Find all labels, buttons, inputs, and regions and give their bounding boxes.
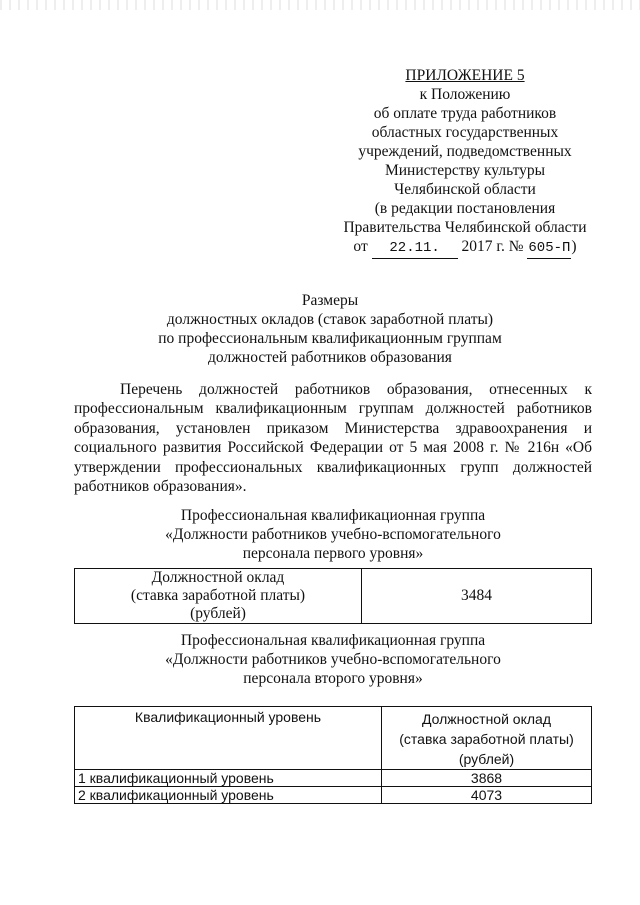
header-line: (рублей) xyxy=(458,751,515,767)
header-line: (ставка заработной платы) xyxy=(399,731,574,747)
value-cell: 4073 xyxy=(382,787,592,804)
year-label: 2017 г. № xyxy=(461,238,524,255)
appendix-line: об оплате труда работников xyxy=(373,105,557,122)
salary-label-line: (рублей) xyxy=(190,605,246,622)
appendix-line: Министерству культуры xyxy=(384,162,546,179)
closing-paren: ) xyxy=(571,238,577,255)
salary-label-cell xyxy=(75,569,362,624)
header-line: Должностной оклад xyxy=(421,711,551,727)
table-header-row xyxy=(75,707,592,770)
group-title-line: Профессиональная квалификационная группа xyxy=(180,507,486,524)
salary-label-line: (ставка заработной платы) xyxy=(130,587,306,604)
appendix-line: к Положению xyxy=(419,86,511,103)
intro-paragraph: Перечень должностей работников образования, отнесенных к профессиональным квалификационным группам должностей работников образования, установлен приказом Министерства здравоохранения и социального развития Российской Федерации от 5 мая 2008 г. № 216н «Об утверждении профессиональных квалификационных групп должностей работников образования». xyxy=(74,381,592,496)
appendix-block xyxy=(330,66,600,259)
table-row xyxy=(75,569,592,624)
appendix-line: Правительства Челябинской области xyxy=(343,219,587,236)
document-heading xyxy=(60,291,600,367)
appendix-line: Челябинской области xyxy=(394,181,536,198)
appendix-line: учреждений, подведомственных xyxy=(358,143,572,160)
resolution-date-line xyxy=(330,237,600,259)
group-2-title xyxy=(74,631,592,688)
group-title-line: «Должности работников учебно-вспомогательного xyxy=(165,526,501,543)
appendix-title: ПРИЛОЖЕНИЕ 5 xyxy=(405,67,525,84)
col-header-salary xyxy=(382,707,592,770)
scan-artifact xyxy=(0,0,640,10)
value-cell: 3868 xyxy=(382,770,592,787)
heading-line: должностей работников образования xyxy=(208,349,452,366)
heading-line: по профессиональным квалификационным группам xyxy=(158,330,502,347)
group-1-table xyxy=(74,568,592,624)
resolution-date: 22.11. xyxy=(372,239,458,259)
heading-line: Размеры xyxy=(301,292,359,309)
salary-value-cell: 3484 xyxy=(362,569,592,624)
level-cell: 1 квалификационный уровень xyxy=(75,770,382,787)
group-1-title xyxy=(74,506,592,563)
heading-line: должностных окладов (ставок заработной платы) xyxy=(166,311,494,328)
group-title-line: Профессиональная квалификационная группа xyxy=(180,632,486,649)
date-prefix: от xyxy=(353,238,368,255)
group-title-line: персонала первого уровня» xyxy=(242,545,424,562)
salary-label-line: Должностной оклад xyxy=(151,569,285,586)
table-row xyxy=(75,770,592,787)
appendix-line: (в редакции постановления xyxy=(374,200,556,217)
table-row xyxy=(75,787,592,804)
resolution-number: 605-П xyxy=(527,239,571,259)
col-header-level: Квалификационный уровень xyxy=(75,707,382,770)
group-title-line: «Должности работников учебно-вспомогательного xyxy=(165,651,501,668)
group-2-table xyxy=(74,706,592,804)
appendix-line: областных государственных xyxy=(371,124,559,141)
group-title-line: персонала второго уровня» xyxy=(243,670,423,687)
level-cell: 2 квалификационный уровень xyxy=(75,787,382,804)
